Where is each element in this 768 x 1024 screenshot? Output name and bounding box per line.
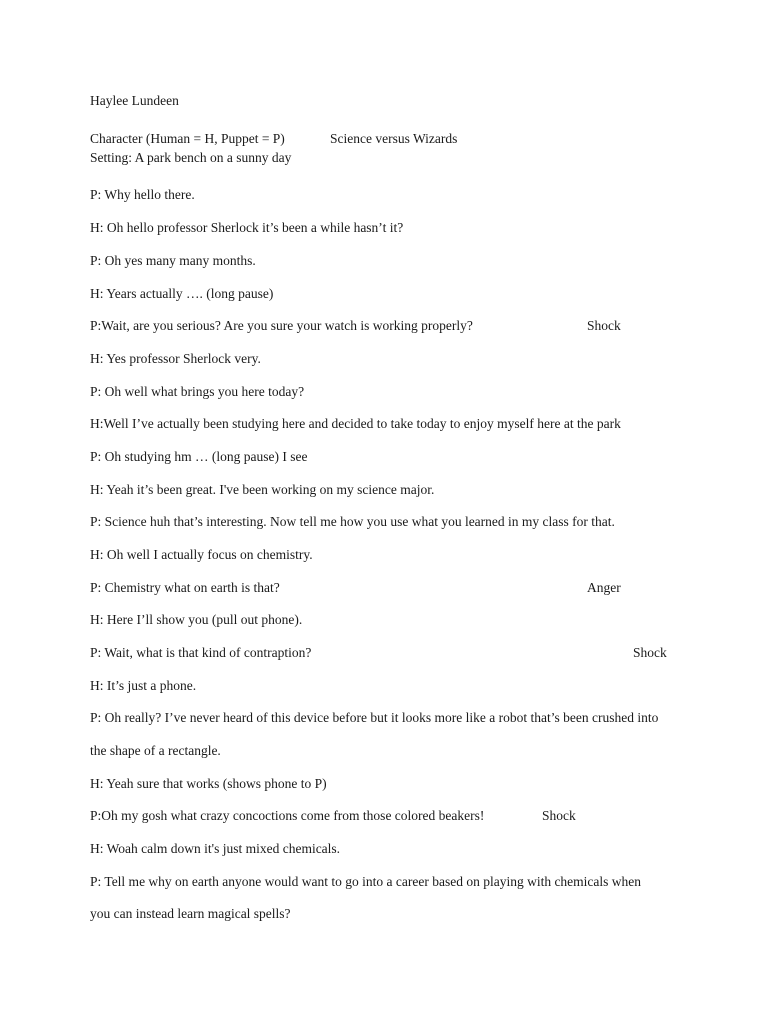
emotion-note: Shock bbox=[587, 318, 621, 333]
setting-line: Setting: A park bench on a sunny day bbox=[90, 150, 292, 165]
dialogue-line: P: Oh studying hm … (long pause) I see bbox=[90, 449, 308, 464]
emotion-note: Shock bbox=[542, 808, 576, 823]
dialogue-line: H: It’s just a phone. bbox=[90, 678, 197, 693]
dialogue-line: H: Years actually …. (long pause) bbox=[90, 286, 274, 301]
dialogue-line: P: Tell me why on earth anyone would want to go into a career based on playing with chemicals when bbox=[90, 874, 642, 889]
dialogue-line: P: Why hello there. bbox=[90, 187, 195, 202]
dialogue-line-continued: the shape of a rectangle. bbox=[90, 743, 221, 758]
dialogue-line: P: Chemistry what on earth is that? bbox=[90, 580, 280, 595]
dialogue-line: P: Oh yes many many months. bbox=[90, 253, 256, 268]
dialogue-line: P: Wait, what is that kind of contraption? bbox=[90, 645, 312, 660]
dialogue-line-continued: you can instead learn magical spells? bbox=[90, 906, 291, 921]
emotion-note: Anger bbox=[587, 580, 621, 595]
dialogue-line: H:Well I’ve actually been studying here and decided to take today to enjoy myself here at the park bbox=[90, 416, 621, 431]
dialogue-line: P:Oh my gosh what crazy concoctions come from those colored beakers! bbox=[90, 808, 485, 823]
dialogue-line: P: Science huh that’s interesting. Now tell me how you use what you learned in my class for that. bbox=[90, 514, 615, 529]
dialogue-line: H: Oh hello professor Sherlock it’s been a while hasn’t it? bbox=[90, 220, 404, 235]
dialogue-line: P:Wait, are you serious? Are you sure your watch is working properly? bbox=[90, 318, 473, 333]
dialogue-line: P: Oh well what brings you here today? bbox=[90, 384, 305, 399]
character-key: Character (Human = H, Puppet = P) bbox=[90, 131, 285, 146]
dialogue-line: P: Oh really? I’ve never heard of this device before but it looks more like a robot that’s been crushed into bbox=[90, 710, 659, 725]
dialogue-line: H: Woah calm down it's just mixed chemicals. bbox=[90, 841, 341, 856]
dialogue-line: H: Yes professor Sherlock very. bbox=[90, 351, 261, 366]
dialogue-line: H: Yeah sure that works (shows phone to P) bbox=[90, 776, 327, 791]
document-title: Science versus Wizards bbox=[330, 131, 458, 146]
dialogue-line: H: Oh well I actually focus on chemistry. bbox=[90, 547, 313, 562]
dialogue-line: H: Yeah it’s been great. I've been working on my science major. bbox=[90, 482, 435, 497]
author-name: Haylee Lundeen bbox=[90, 93, 179, 108]
dialogue-line: H: Here I’ll show you (pull out phone). bbox=[90, 612, 303, 627]
emotion-note: Shock bbox=[633, 645, 667, 660]
